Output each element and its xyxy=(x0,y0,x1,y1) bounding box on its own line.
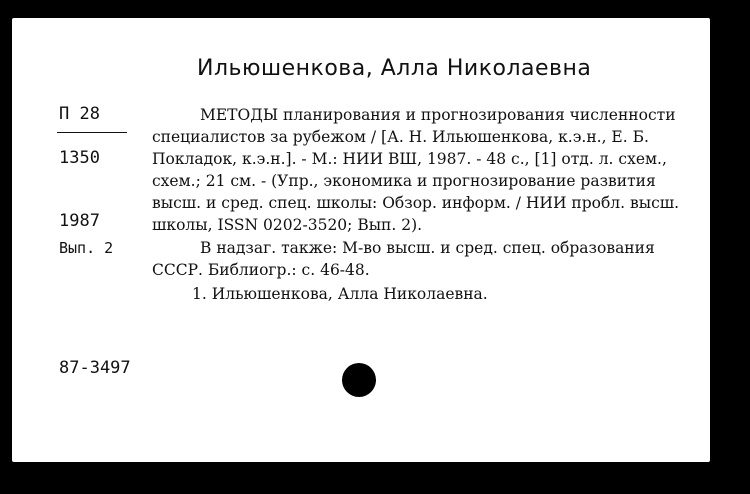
author-mark: 1350 xyxy=(59,148,100,168)
card-punch-hole xyxy=(342,363,376,397)
bibliographic-description xyxy=(152,104,700,305)
class-number: П 28 xyxy=(59,104,100,124)
year-label: 1987 xyxy=(59,211,100,231)
note-text: В надзаг. также: М-во высш. и сред. спец. образования СССР. Библиогр.: с. 46-48. xyxy=(152,239,655,279)
accession-number: 87-3497 xyxy=(59,358,131,378)
catalog-card xyxy=(12,18,710,462)
tracing-text: 1. Ильюшенкова, Алла Николаевна. xyxy=(192,285,488,303)
author-heading: Ильюшенкова, Алла Николаевна xyxy=(197,56,592,81)
description-text: МЕТОДЫ планирования и прогнозирования численности специалистов за рубежом / [А. Н. Ильюшенкова, к.э.н., Е. Б. Покладок, к.э.н.]. - М.: НИИ ВШ, 1987. - 48 с., [1] отд. л. схем., схем.; 21 см. - (Упр., экономика и прогнозирование развития высш. и сред. спец. школы: Обзор. информ. / НИИ пробл. высш. школы, ISSN 0202-3520; Вып. 2). xyxy=(152,106,680,234)
class-divider xyxy=(57,132,127,133)
issue-label: Вып. 2 xyxy=(59,239,114,257)
